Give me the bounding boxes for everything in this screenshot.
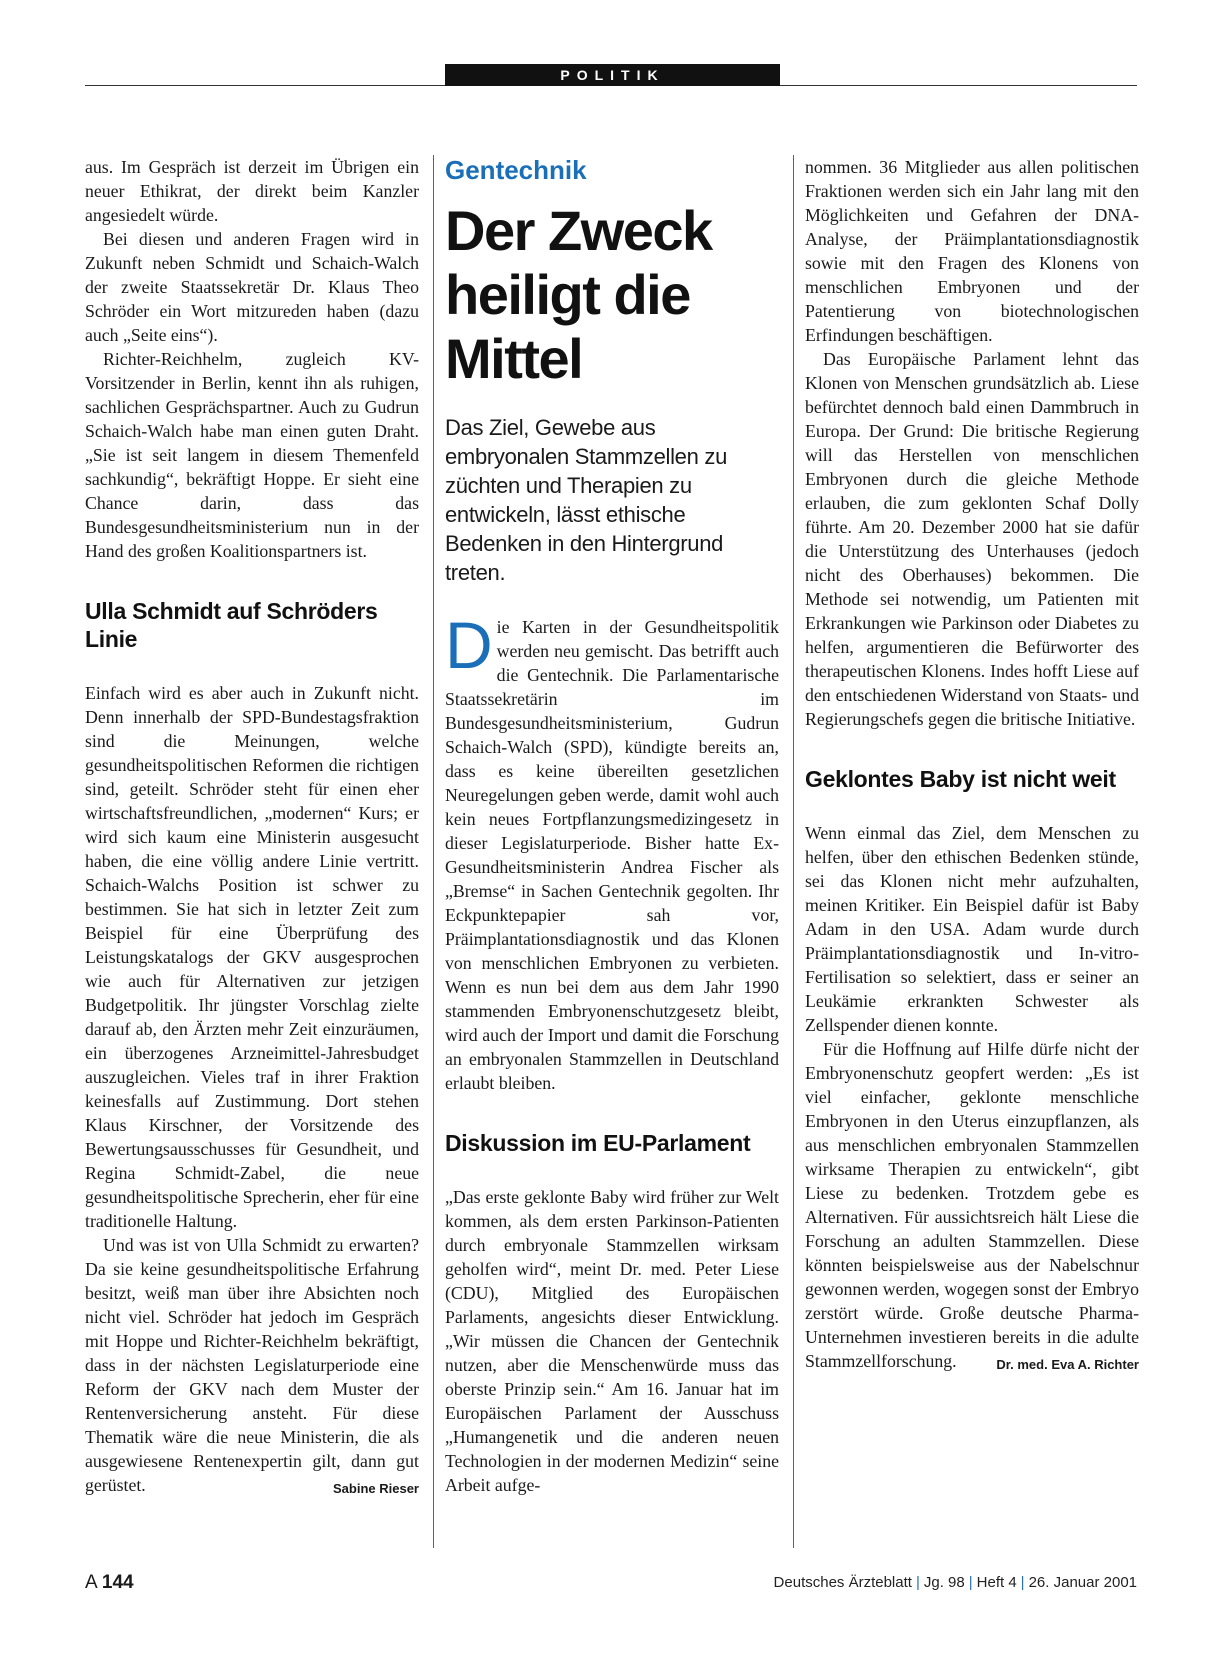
article-headline: Der Zweck heiligt die Mittel <box>445 199 712 390</box>
journal-date: 26. Januar 2001 <box>1028 1574 1137 1591</box>
paragraph: Wenn einmal das Ziel, dem Menschen zu helfen, über den ethischen Bedenken stünde, sei das Klonen nicht mehr aufzuhalten, meinen Kritiker. Ein Beispiel dafür ist Baby Adam in den USA. Adam wurde durch Präimplantationsdiagnostik und In-vitro-Fertilisation so selektiert, dass er seiner an Leukämie erkrankten Schwester als Zellspender dienen konnte. <box>805 823 1139 1035</box>
journal-issue: Heft 4 <box>976 1574 1017 1591</box>
column-left <box>85 155 419 1501</box>
article-kicker: Gentechnik <box>445 155 587 185</box>
paragraph-text: Für die Hoffnung auf Hilfe dürfe nicht der Embryonenschutz geopfert werden: „Es ist viel einfacher, geklonte menschliche Embryonen in den Uterus einzupflanzen, als aus menschlichen embryonalen Stammzellen wirksame Therapien zu entwickeln“, gibt Liese zu bedenken. Trotzdem gebe es Alternativen. Für aussichtsreich hält Liese die Forschung an adulten Stammzellen. Diese könnten beispielsweise aus der Nabelschnur gewonnen werden, wogegen sonst der Embryo zerstört würde. Große deutsche Pharma-Unternehmen investieren bereits in die adulte Stammzellforschung. <box>805 1039 1139 1371</box>
column-divider <box>793 155 794 1548</box>
journal-name: Deutsches Ärzteblatt <box>773 1574 912 1591</box>
paragraph-text: Und was ist von Ulla Schmidt zu erwarten? Da sie keine gesundheitspolitische Erfahrung besitzt, weiß man über ihre Absichten noch nicht viel. Schröder hat jedoch im Gespräch mit Hoppe und Richter-Reichhelm bekräftigt, dass in der nächsten Legislaturperiode eine Reform der GKV nach dem Muster der Rentenversicherung ansteht. Für diese Thematik wäre die neue Ministerin, die als ausgewiesene Rentenexpertin gilt, dann gut gerüstet. <box>85 1235 419 1495</box>
paragraph: Bei diesen und anderen Fragen wird in Zukunft neben Schmidt und Schaich-Walch der zweite Staatssekretär Dr. Klaus Theo Schröder ein Wort mitzureden haben (dazu auch „Seite eins“). <box>85 229 419 345</box>
paragraph: Einfach wird es aber auch in Zukunft nicht. Denn innerhalb der SPD-Bundestagsfraktion sind die Meinungen, welche gesundheitspolitischen Reformen die richtigen sind, geteilt. Schröder steht für einen eher wirtschaftsfreundlichen, „modernen“ Kurs; er wird sich kaum eine Ministerin ausgesucht haben, die eine völlig andere Linie vertritt. Schaich-Walchs Position ist schwer zu bestimmen. Sie hat sich in letzter Zeit zum Beispiel für eine Überprüfung des Leistungskatalogs der GKV ausgesprochen wie auch für Alternativen zur jetzigen Budgetpolitik. Ihr jüngster Vorschlag zielte darauf ab, den Ärzten mehr Zeit einzuräumen, ein überzogenes Arzneimittel-Jahresbudget auszugleichen. Vieles traf in ihrer Fraktion keinesfalls auf Zustimmung. Dort stehen Klaus Kirschner, der Vorsitzende des Bewertungsausschusses für Gesundheit, und Regina Schmidt-Zabel, die neue gesundheitspolitische Sprecherin, eher für eine traditionelle Haltung. <box>85 683 419 1231</box>
paragraph <box>85 1233 419 1497</box>
subheading: Diskussion im EU-Parlament <box>445 1130 751 1156</box>
paragraph: aus. Im Gespräch ist derzeit im Übrigen ein neuer Ethikrat, der direkt beim Kanzler angesiedelt würde. <box>85 157 419 225</box>
page-prefix: A <box>85 1572 97 1593</box>
lead-paragraph <box>445 608 779 1095</box>
author-signature: Sabine Rieser <box>333 1481 419 1496</box>
column-right <box>805 155 1139 1377</box>
paragraph-text: ie Karten in der Gesundheitspolitik werden neu gemischt. Das betrifft auch die Gentechnik. Die Parlamentarische Staatssekretärin im Bundesgesundheitsministerium, Gudrun Schaich-Walch (SPD), kündigte bereits an, dass es keine übereilten gesetzlichen Neuregelungen geben werde, damit wohl auch kein neues Fortpflanzungsmedizingesetz in dieser Legislaturperiode. Bisher hatte Ex-Gesundheitsministerin Andrea Fischer als „Bremse“ in Sachen Gentechnik gegolten. Ihr Eckpunktepapier sah vor, Präimplantationsdiagnostik und das Klonen von menschlichen Embryonen zu verbieten. Wenn es nun bei dem aus dem Jahr 1990 stammenden Embryonenschutzgesetz bleibt, wird auch der Import und damit die Forschung an embryonalen Stammzellen in Deutschland erlaubt bleiben. <box>445 617 779 1093</box>
column-middle <box>445 155 779 1497</box>
section-tag: POLITIK <box>445 64 780 86</box>
paragraph: „Das erste geklonte Baby wird früher zur Welt kommen, als dem ersten Parkinson-Patienten durch embryonale Stammzellen wirksam geholfen wird“, meint Dr. med. Peter Liese (CDU), Mitglied des Europäischen Parlaments, angesichts dieser Entwicklung. „Wir müssen die Chancen der Gentechnik nutzen, aber die Menschenwürde muss das oberste Prinzip sein.“ Am 16. Januar hat im Europäischen Parlament der Ausschuss „Humangenetik und die anderen neuen Technologien in der modernen Medizin“ seine Arbeit aufge- <box>445 1187 779 1495</box>
page-footer <box>85 1572 1137 1596</box>
paragraph: Richter-Reichhelm, zugleich KV-Vorsitzender in Berlin, kennt ihn als ruhigen, sachlichen Gesprächspartner. Auch zu Gudrun Schaich-Walch habe man einen guten Draht. „Sie ist seit langem in diesem Themenfeld sachkundig“, bekräftigt Hoppe. Er sieht eine Chance darin, dass das Bundesgesundheitsministerium nun in der Hand des großen Koalitionspartners ist. <box>85 349 419 561</box>
subheading: Geklontes Baby ist nicht weit <box>805 766 1116 792</box>
page-number <box>85 1572 134 1594</box>
drop-cap: D <box>445 608 493 682</box>
paragraph: nommen. 36 Mitglieder aus allen politischen Fraktionen werden sich ein Jahr lang mit den Möglichkeiten und Gefahren der DNA-Analyse, der Präimplantationsdiagnostik sowie mit den Fragen des Klonens von menschlichen Embryonen und der Patentierung von biotechnologischen Erfindungen beschäftigen. <box>805 157 1139 345</box>
paragraph: Das Europäische Parlament lehnt das Klonen von Menschen grundsätzlich ab. Liese befürchtet dennoch bald einen Dammbruch in Europa. Der Grund: Die britische Regierung will das Herstellen von menschlichen Embryonen durch die gleiche Methode erlauben, die zum geklonten Schaf Dolly führte. Am 20. Dezember 2000 hat sie dafür die Unterstützung des Unterhauses (jedoch nicht des Oberhauses) bekommen. Die Methode sei notwendig, um Patienten mit Erkrankungen wie Parkinson oder Diabetes zu helfen, argumentieren die Befürworter des therapeutischen Klonens. Indes hofft Liese auf den entschiedenen Widerstand von Staats- und Regierungschefs gegen die britische Initiative. <box>805 349 1139 729</box>
paragraph <box>805 1037 1139 1373</box>
subheading: Ulla Schmidt auf Schröders Linie <box>85 598 378 652</box>
journal-volume: Jg. 98 <box>923 1574 965 1591</box>
article-deck: Das Ziel, Gewebe aus embryonalen Stammzellen zu züchten und Therapien zu entwickeln, lässt ethische Bedenken in den Hintergrund treten. <box>445 415 728 585</box>
page-number-value: 144 <box>101 1572 134 1593</box>
journal-info: Deutsches Ärzteblatt | Jg. 98 | Heft 4 | 26. Januar 2001 <box>773 1574 1137 1591</box>
author-signature: Dr. med. Eva A. Richter <box>996 1357 1139 1372</box>
column-divider <box>433 155 434 1548</box>
